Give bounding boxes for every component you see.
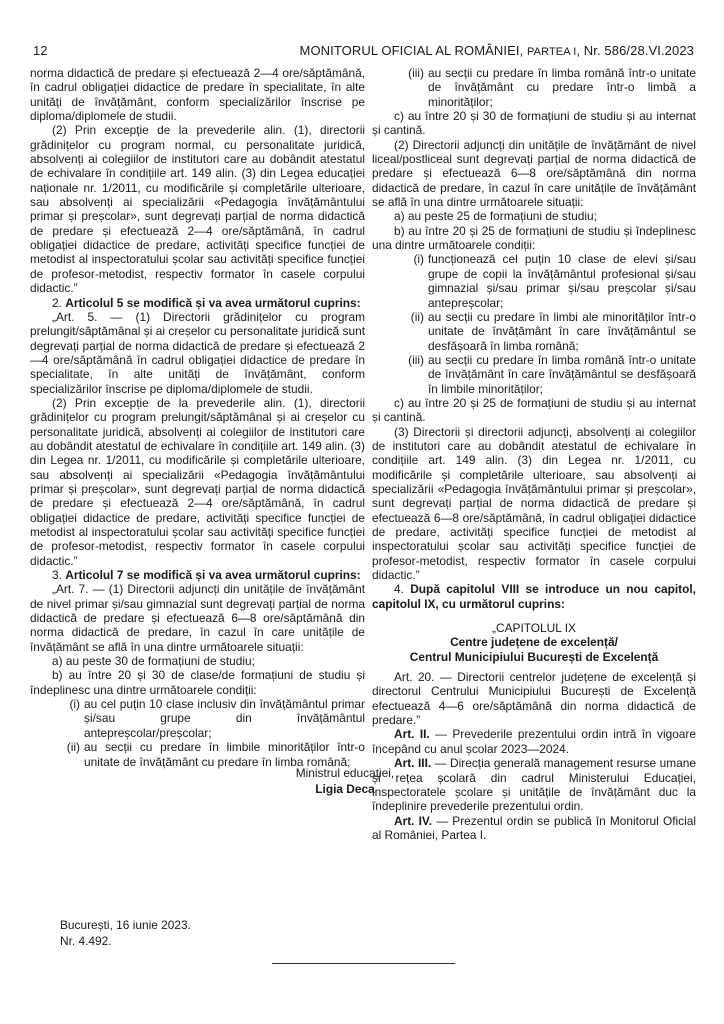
paragraph: „Art. 5. — (1) Directorii grădinițelor cu program prelungit/săptămânal și ai creșelor cu personalitate juridică sunt degrevați parțial de norma didactică de predare și efectuează 2—4 ore/săptămână în cadrul obligației didactice de predare în specialitate, în alte unități de învățământ, conform specializărilor înscrise pe diploma/diplomele de studii. [30,309,365,396]
chapter-title [372,635,696,649]
section-number: 3. [52,568,66,583]
article-label: Art. IV. [394,813,433,828]
section-title: După capitolul VIII se introduce un nou capitol, capitolul IX, cu următorul cuprins: [372,582,696,611]
list-label: (ii) [410,309,424,324]
page-header [33,44,694,60]
publication-title [300,44,694,59]
signatory-name: Ligia Deca [315,782,375,797]
signatory-role: Ministrul educației, [295,766,395,780]
article-text: — Prezentul ordin se publică în Monitorul Oficial al României, Partea I. [372,813,697,842]
article-text: — Direcția generală management resurse umane și rețea școlară din cadrul Ministerului Educației, inspectoratele școlare și unitățile de învățământ duc la îndeplinire prevederile prezentului ordin. [372,756,696,814]
article [372,727,696,756]
list-item [30,697,365,740]
page-number: 12 [33,43,48,58]
section-title: Articolul 7 se modifică și va avea următorul cuprins: [65,568,361,583]
list-label: (i) [413,252,424,267]
section-heading [30,568,365,582]
article-text: — Prevederile prezentului ordin intră în vigoare începând cu anul școlar 2023—2024. [372,727,696,756]
paragraph: b) au între 20 și 30 de clase/de formațiuni de studiu și îndeplinesc una dintre următoarele condiții: [30,668,365,697]
list-text: au secții cu predare în limbile minorităților într-o unitate de învățământ cu predare în limba română; [84,740,365,769]
section-heading [30,296,365,310]
signature-block [30,766,660,797]
list-label: (iii) [408,66,424,80]
section-number: 4. [394,582,411,597]
paragraph: (2) Directorii adjuncți din unitățile de învățământ de nivel liceal/postliceal sunt degrevați parțial de norma didactică de predare și efectuează 6—8 ore/săptămână din norma didactică de predare, în cazul în care unitățile de învățământ se află în una dintre următoarele situații: [372,137,696,210]
paragraph: (2) Prin excepție de la prevederile alin. (1), directorii grădinițelor cu program normal, cu personalitate juridică, absolvenți ai colegiilor de institutori care au dobândit atestatul de echivalare în condițiile art. 149 alin. (3) din Legea educației naționale nr. 1/2011, cu modificările și completările ulterioare, sau absolvenți ai specializării «Pedagogia învățământului primar și preșcolar», sunt degrevați parțial de norma didactică de predare și efectuează 2—4 ore/săptămână, în cadrul obligației didactice de predare, activități specifice funcției de metodist al inspectoratului școlar sau activități specifice funcției de profesor-metodist, respectiv formator în casele corpului didactic.” [30,123,365,296]
article-label: Art. III. [394,756,432,771]
chapter-label: „CAPITOLUL IX [492,621,576,636]
chapter-title-line: Centrul Municipiului București de Excelență [409,649,659,664]
paragraph: c) au între 20 și 25 de formațiuni de studiu și au internat și cantină. [372,395,696,425]
paragraph: „Art. 7. — (1) Directorii adjuncți din unitățile de învățământ de nivel primar și/sau gimnazial sunt degrevați parțial de norma didactică de predare și efectuează 6—8 ore/săptămână din norma didactică de predare, în cazul în care unitățile de învățământ se află în una dintre următoarele situații: [30,582,365,654]
paragraph: a) au peste 25 de formațiuni de studiu; [394,209,597,224]
paragraph: norma didactică de predare și efectuează 2—4 ore/săptămână, în cadrul obligației didactice de predare în specialitate, în alte unități de învățământ, conform specializărilor înscrise pe diploma/diplomele de studii. [30,66,365,124]
chapter-title [372,650,696,664]
left-column [30,66,365,769]
paragraph: (3) Directorii și directorii adjuncți, absolvenți ai colegiilor de institutori care au dobândit atestatul de echivalare în condițiile art. 149 alin. (3) din Legea nr. 1/2011, cu modificările și completările ulterioare, sau absolvenți ai specializării «Pedagogia învățământului primar și preșcolar», sunt degrevați parțial de norma didactică de predare și efectuează 6—8 ore/săptămână, în cadrul obligației didactice de predare, activități specifice funcției de metodist al inspectoratului școlar sau activități specifice funcției de profesor-metodist, respectiv formator în casele corpului didactic.” [372,424,696,583]
list-label: (ii) [66,740,80,755]
list-text: au cel puțin 10 clase inclusiv din învățământul primar și/sau grupe din învățământul antepreșcolar/preșcolar; [84,697,365,740]
list-item [30,740,365,769]
paragraph: (2) Prin excepție de la prevederile alin. (1), directorii grădinițelor cu program prelungit/săptămânal și ai creșelor cu personalitate juridică, absolvenți ai colegiilor de institutori care au dobândit atestatul de echivalare în condițiile art. 149 alin. (3) din Legea nr. 1/2011, cu modificările și completările ulterioare, sau absolvenți ai specializării «Pedagogia învățământului primar și preșcolar», sunt degrevați parțial de norma didactică de predare și efectuează 2—4 ore/săptămână, în cadrul obligației didactice de predare, activități specifice funcției de metodist al inspectoratului școlar sau activități specifice funcției de profesor-metodist, respectiv formator în casele corpului didactic.” [30,395,365,568]
paragraph: c) au între 20 și 30 de formațiuni de studiu și au internat și cantină. [372,109,696,138]
section-number: 2. [52,295,66,310]
list-text: au secții cu predare în limba română într-o unitate de învățământ în care învățământul se desfășoară în limbile minorităților; [428,352,696,396]
title-main: MONITORUL OFICIAL AL ROMÂNIEI, [299,43,528,58]
divider [272,963,455,964]
chapter-title-line: Centre județene de excelență/ [450,635,618,650]
list-item [372,252,696,309]
paragraph: b) au între 20 și 25 de formațiuni de studiu și îndeplinesc una dintre următoarele condiții: [372,223,696,253]
right-column [372,66,696,842]
issue-info [60,918,191,949]
list-label: (i) [69,697,80,712]
title-issue: , Nr. 586/28.VI.2023 [576,43,694,58]
list-item [372,310,696,353]
article-label: Art. II. [394,727,430,742]
paragraph: Art. 20. — Directorii centrelor județene de excelență și directorul Centrului Municipiului București de Excelență efectuează 4—6 ore/săptămână din norma didactică de predare.” [372,670,696,728]
title-part: PARTEA I [527,46,577,58]
list-text: funcționează cel puțin 10 clase de elevi și/sau grupe de copii la învățământul profesional și/sau gimnazial și/sau primar și/sau preșcolar și/sau antepreșcolar; [428,252,696,310]
list-item [372,66,696,109]
place-date: București, 16 iunie 2023. [60,918,191,932]
section-heading [372,582,696,611]
article [372,814,696,843]
list-label: (iii) [408,352,424,367]
section-title: Articolul 5 se modifică și va avea următorul cuprins: [65,295,361,310]
paragraph: a) au peste 30 de formațiuni de studiu; [52,654,255,669]
order-number: Nr. 4.492. [60,934,112,949]
list-text: au secții cu predare în limbi ale minorităților într-o unitate de învățământ în care învățământul se desfășoară în limba română; [428,309,696,353]
list-item [372,353,696,396]
list-text: au secții cu predare în limba română într-o unitate de învățământ cu predare într-o limbă a minorităților; [428,66,696,109]
